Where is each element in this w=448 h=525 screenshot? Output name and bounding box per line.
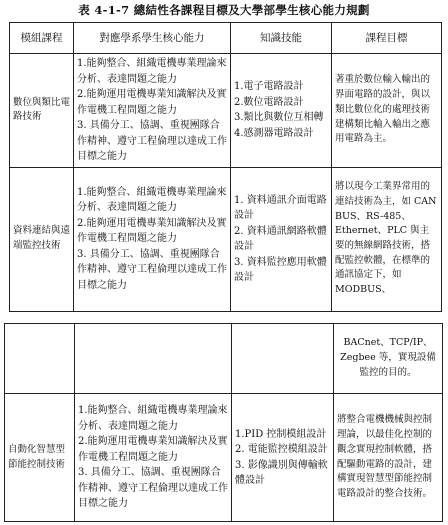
table-row (5, 394, 443, 522)
module-cell: 自動化智慧型節能控制技術 (5, 394, 75, 522)
ability-item: 1.能夠整合、組織電機專業理論來分析、表達問題之能力 (78, 405, 228, 432)
skill-item: 2.數位電路設計 (234, 96, 304, 108)
skill-item: 3.類比與數位互相轉 (234, 112, 324, 124)
skill-item: 3. 影像識別與傳輸軟體設計 (235, 459, 328, 486)
skill-item: 1.PID 控制模組設計 (235, 428, 327, 440)
header-skills: 知識技能 (231, 23, 332, 54)
module-cell: 資料連結與遠端監控技術 (10, 167, 74, 311)
skill-item: 3. 資料監控應用軟體設計 (234, 256, 327, 283)
ability-item: 3. 具備分工、協調、重視團隊合作精神、遵守工程倫理以達成工作目標之能力 (77, 248, 227, 291)
header-module: 模組課程 (10, 23, 74, 54)
skills-cell (231, 54, 332, 168)
table-header-row (10, 23, 442, 54)
ability-item: 3. 具備分工、協調、重視團隊合作精神、遵守工程倫理以達成工作目標之能力 (78, 467, 228, 510)
module-cell (5, 324, 75, 394)
module-cell: 數位與類比電路技術 (10, 54, 74, 168)
skill-item: 2. 電能監控模組設計 (235, 444, 328, 455)
header-abilities: 對應學系學生核心能力 (74, 23, 231, 54)
ability-item: 2.能夠運用電機專業知識解決及實作電機工程問題之能力 (77, 217, 227, 245)
course-table-part-1 (9, 22, 442, 312)
skill-item: 1. 資料通訊介面電路設計 (234, 194, 327, 221)
ability-item: 2.能夠運用電機專業知識解決及實作電機工程問題之能力 (77, 89, 227, 116)
skill-item: 1.電子電路設計 (234, 81, 304, 93)
goal-cell: 將整合電機機械與控制理論，以最佳化控制的觀念實現控制軟體，搭配驅動電路的設計，建構實現智慧型節能控制電路設計的整合技術。 (334, 394, 443, 522)
table-row (10, 54, 442, 168)
table-title: 表 4-1-7 總結性各課程目標及大學部學生核心能力規劃 (78, 3, 370, 17)
abilities-cell (74, 54, 231, 168)
skills-cell (231, 167, 332, 311)
table-row (5, 324, 443, 394)
table-row (10, 167, 442, 311)
skill-item: 2. 資料通訊網路軟體設計 (234, 225, 327, 252)
skill-item: 4.感測器電路設計 (234, 127, 314, 139)
ability-item: 1.能夠整合、組織電機專業理論來分析、表達問題之能力 (77, 186, 227, 214)
ability-item: 1.能夠整合、組織電機專業理論來分析、表達問題之能力 (77, 58, 227, 85)
goal-cell: BACnet、TCP/IP、Zegbee 等，實現設備監控的目的。 (334, 324, 443, 394)
skills-cell (232, 324, 334, 394)
abilities-cell (75, 394, 232, 522)
course-table-part-2 (4, 323, 443, 522)
abilities-cell (74, 167, 231, 311)
ability-item: 3. 具備分工、協調、重視團隊合作精神、遵守工程倫理以達成工作目標之能力 (77, 120, 227, 162)
ability-item: 2.能夠運用電機專業知識解決及實作電機工程問題之能力 (78, 436, 228, 463)
goal-cell: 將以現今工業界常用的連結技術為主，如 CAN BUS、RS-485、Ethernet、PLC 與主要的無線網路技術，搭配監控軟體，在標準的通訊協定下，如 MODBUS、 (332, 167, 442, 311)
abilities-cell (75, 324, 232, 394)
goal-cell: 著重於數位輸入輸出的界面電路的設計，與以類比數位化的處理技術建構類比輸入輸出之應用電路為主。 (332, 54, 442, 168)
header-goal: 課程目標 (332, 23, 442, 54)
skills-cell (232, 394, 334, 522)
